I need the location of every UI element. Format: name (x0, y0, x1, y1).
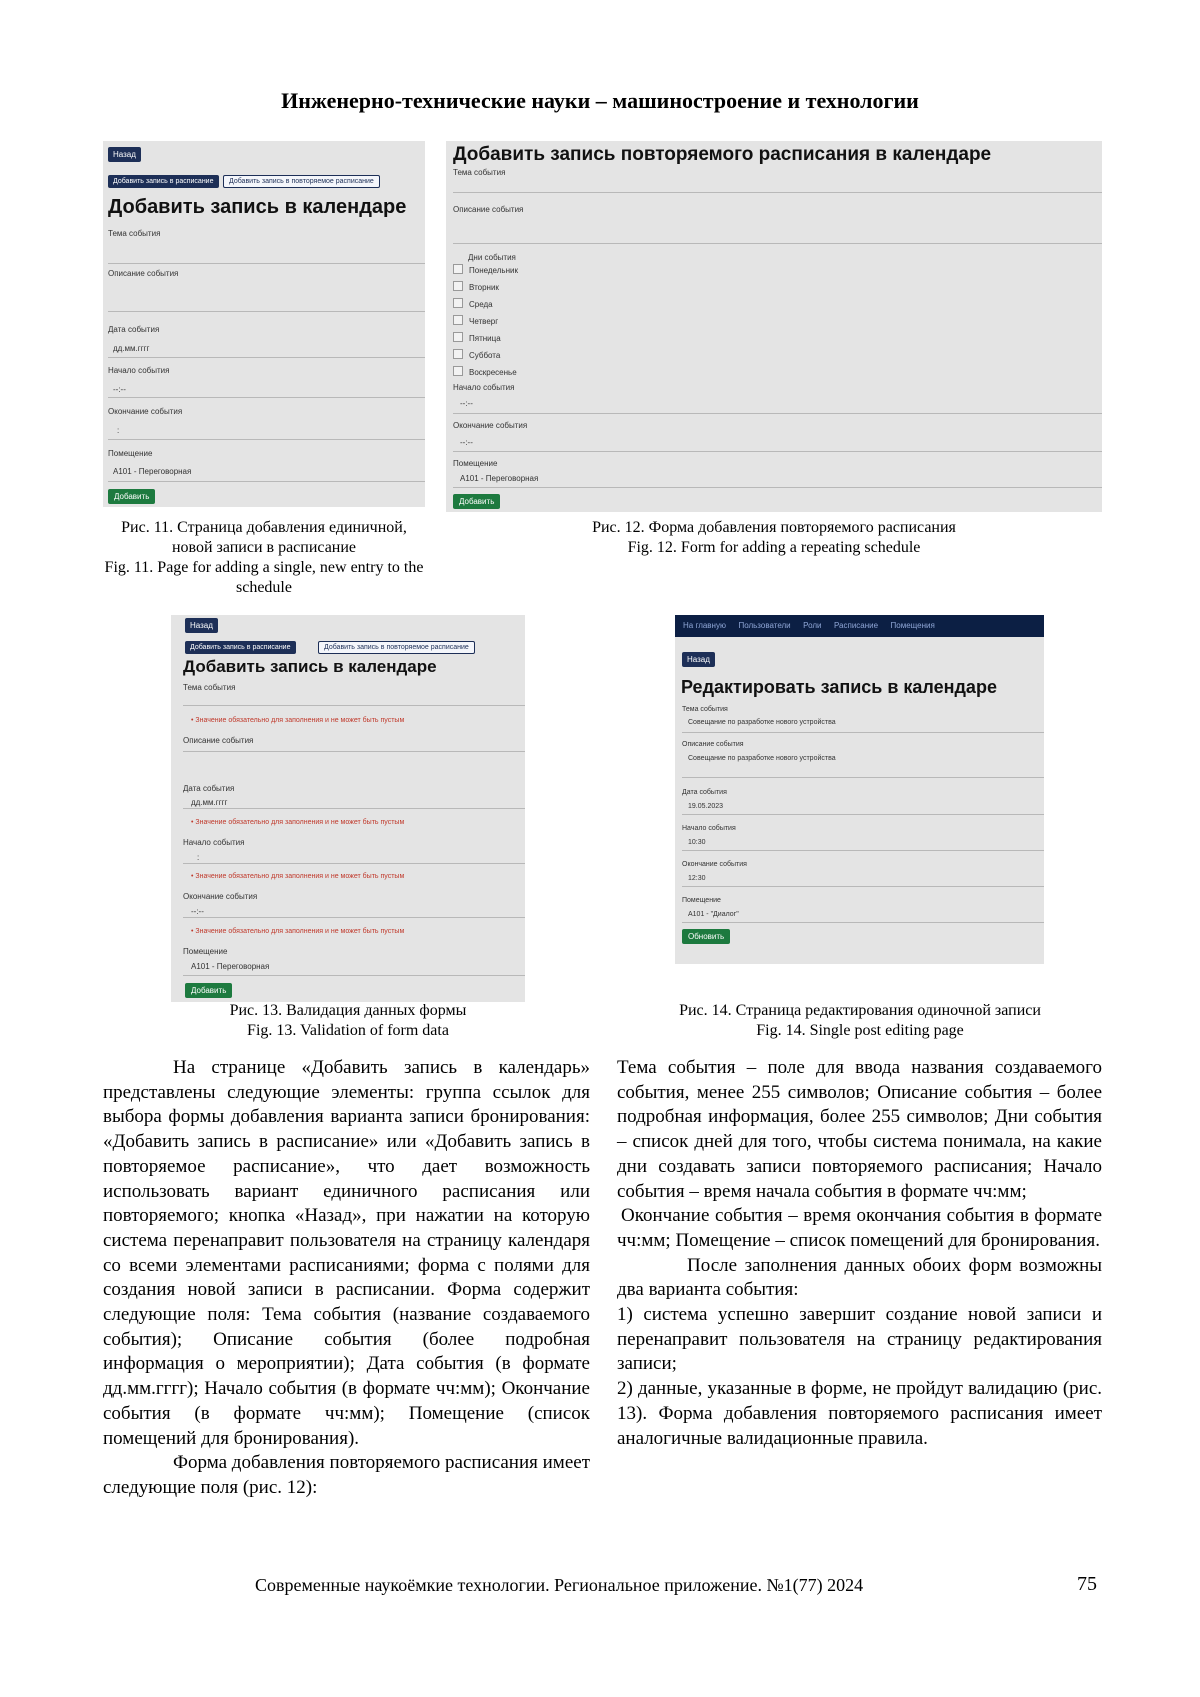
start-input[interactable]: : (197, 853, 200, 862)
start-underline (453, 413, 1102, 414)
right-paragraph-3: После заполнения данных обоих форм возможны два варианта события: (617, 1254, 1102, 1301)
end-label: Окончание события (682, 861, 747, 868)
end-label: Окончание события (453, 421, 528, 430)
form-title: Добавить запись повторяемого расписания в календаре (453, 144, 992, 165)
caption-ru: Рис. 11. Страница добавления единичной, новой записи в расписание (121, 519, 407, 556)
figure-14-caption (610, 1001, 1110, 1041)
end-input[interactable]: 12:30 (688, 875, 706, 882)
description-label: Описание события (108, 269, 179, 278)
caption-en: Fig. 12. Form for adding a repeating schedule (627, 539, 921, 556)
topic-input[interactable] (108, 263, 425, 264)
day-friday-checkbox[interactable]: Пятница (453, 332, 501, 343)
topic-input[interactable] (453, 192, 1102, 193)
description-label: Описание события (682, 741, 744, 748)
date-label: Дата события (183, 784, 235, 793)
date-error: • Значение обязательно для заполнения и не может быть пустым (191, 819, 405, 826)
room-underline (183, 975, 525, 976)
start-label: Начало события (453, 383, 515, 392)
room-select[interactable]: А101 - Переговорная (113, 467, 192, 476)
caption-ru: Рис. 14. Страница редактирования одиночной записи (679, 1002, 1041, 1019)
start-label: Начало события (682, 825, 736, 832)
room-select[interactable]: А101 - "Диалог" (688, 911, 739, 918)
add-button[interactable]: Добавить (453, 494, 500, 509)
form-title: Добавить запись в календаре (108, 196, 407, 218)
end-input[interactable]: : (117, 426, 120, 435)
description-label: Описание события (453, 205, 524, 214)
room-select[interactable]: А101 - Переговорная (460, 474, 539, 483)
description-input[interactable] (453, 243, 1102, 244)
left-column (103, 1056, 590, 1501)
end-underline (453, 451, 1102, 452)
topic-input[interactable]: Совещание по разработке нового устройства (688, 719, 836, 726)
figure-13-screenshot (171, 615, 525, 1002)
tab-single-schedule[interactable]: Добавить запись в расписание (108, 175, 219, 188)
figure-11-caption (103, 518, 425, 598)
description-input[interactable]: Совещание по разработке нового устройства (688, 755, 836, 762)
right-paragraph-1: Тема события – поле для ввода названия создаваемого события, менее 255 символов; Описание события – более подробная информация, более 255 символов; Дни события – список дней для того, чтобы система понимала, на какие дни создавать записи повторяемого расписания; Начало события – время начала события в формате чч:мм; (617, 1057, 1102, 1202)
start-input[interactable]: 10:30 (688, 839, 706, 846)
topic-label: Тема события (108, 229, 161, 238)
date-input[interactable]: 19.05.2023 (688, 803, 724, 810)
topic-label: Тема события (183, 683, 236, 692)
topic-label: Тема события (453, 168, 506, 177)
start-label: Начало события (108, 366, 170, 375)
tab-repeat-schedule[interactable]: Добавить запись в повторяемое расписание (318, 641, 475, 654)
end-underline (682, 886, 1044, 887)
days-label: Дни события (468, 253, 516, 262)
topic-error: • Значение обязательно для заполнения и не может быть пустым (191, 717, 405, 724)
end-input[interactable]: --:-- (460, 438, 473, 447)
caption-en: Fig. 13. Validation of form data (247, 1022, 449, 1039)
description-input[interactable] (183, 751, 525, 752)
form-title: Добавить запись в календаре (183, 657, 437, 676)
start-input[interactable]: --:-- (113, 385, 126, 394)
end-underline (183, 917, 525, 918)
end-underline (108, 439, 425, 440)
day-wednesday-checkbox[interactable]: Среда (453, 298, 493, 309)
description-label: Описание события (183, 736, 254, 745)
caption-en: Fig. 11. Page for adding a single, new entry to the schedule (104, 559, 424, 596)
add-button[interactable]: Добавить (185, 983, 232, 998)
right-paragraph-5: 2) данные, указанные в форме, не пройдут валидацию (рис. 13). Форма добавления повторяемого расписания имеет аналогичные валидационные правила. (617, 1378, 1102, 1449)
room-label: Помещение (682, 897, 721, 904)
description-input[interactable] (108, 311, 425, 312)
figure-12-screenshot (446, 141, 1102, 512)
room-label: Помещение (108, 449, 153, 458)
left-paragraph-2: Форма добавления повторяемого расписания имеет следующие поля (рис. 12): (103, 1452, 590, 1498)
back-button[interactable]: Назад (108, 147, 141, 162)
topic-input[interactable] (183, 705, 525, 706)
add-button[interactable]: Добавить (108, 489, 155, 504)
end-label: Окончание события (183, 892, 258, 901)
figure-11-screenshot (103, 141, 425, 507)
tab-single-schedule[interactable]: Добавить запись в расписание (185, 641, 296, 654)
start-label: Начало события (183, 838, 245, 847)
date-underline (183, 808, 525, 809)
day-tuesday-checkbox[interactable]: Вторник (453, 281, 499, 292)
nav-users[interactable]: Пользователи (738, 621, 791, 630)
description-underline (682, 777, 1044, 778)
journal-footer: Современные наукоёмкие технологии. Региональное приложение. №1(77) 2024 (255, 1575, 864, 1595)
room-underline (108, 481, 425, 482)
date-input[interactable]: дд.мм.гггг (191, 798, 228, 807)
nav-schedule[interactable]: Расписание (833, 621, 879, 630)
caption-ru: Рис. 13. Валидация данных формы (229, 1002, 467, 1019)
room-label: Помещение (453, 459, 498, 468)
start-underline (682, 850, 1044, 851)
figure-12-caption (446, 518, 1102, 558)
nav-home[interactable]: На главную (683, 621, 726, 630)
left-paragraph-1: На странице «Добавить запись в календарь» представлены следующие элементы: группа ссылок для выбора формы добавления варианта записи бронирования: «Добавить запись в расписание» или «Добавить запись в повторяемое расписание», что дает возможность использовать вариант единичного расписания или повторяемого; кнопка «Назад», при нажатии на которую система перенаправит пользователя на страницу календаря со всеми элементами расписаниями; форма с полями для создания новой записи в расписании. Форма содержит следующие поля: Тема события (название создаваемого события); Описание события (более подробная информация о мероприятии); Дата события (в формате дд.мм.гггг); Начало события (в формате чч:мм); Окончание события (в формате чч:мм); Помещение (список помещений для бронирования). (103, 1057, 590, 1449)
date-underline (682, 814, 1044, 815)
page-number: 75 (1077, 1573, 1097, 1595)
figure-14-screenshot (675, 615, 1044, 964)
date-label: Дата события (108, 325, 160, 334)
nav-rooms[interactable]: Помещения (890, 621, 935, 630)
navbar (675, 615, 1044, 637)
form-title: Редактировать запись в календаре (681, 677, 997, 697)
start-error: • Значение обязательно для заполнения и не может быть пустым (191, 873, 405, 880)
back-button[interactable]: Назад (682, 652, 715, 667)
day-monday-checkbox[interactable]: Понедельник (453, 264, 518, 275)
tab-repeat-schedule[interactable]: Добавить запись в повторяемое расписание (223, 175, 380, 188)
date-input[interactable]: дд.мм.гггг (113, 344, 150, 353)
day-thursday-checkbox[interactable]: Четверг (453, 315, 498, 326)
room-label: Помещение (183, 947, 228, 956)
right-paragraph-2: Окончание события – время окончания события в формате чч:мм; Помещение – список помещений для бронирования. (617, 1205, 1102, 1251)
room-underline (453, 487, 1102, 488)
date-underline (108, 357, 425, 358)
topic-label: Тема события (682, 706, 728, 713)
day-sunday-checkbox[interactable]: Воскресенье (453, 366, 517, 377)
end-label: Окончание события (108, 407, 183, 416)
end-input[interactable]: --:-- (191, 907, 204, 916)
end-error: • Значение обязательно для заполнения и не может быть пустым (191, 928, 405, 935)
room-underline (682, 922, 1044, 923)
update-button[interactable]: Обновить (682, 929, 730, 944)
day-saturday-checkbox[interactable]: Суббота (453, 349, 500, 360)
topic-underline (682, 732, 1044, 733)
right-column (617, 1056, 1102, 1451)
caption-ru: Рис. 12. Форма добавления повторяемого расписания (592, 519, 956, 536)
nav-roles[interactable]: Роли (803, 621, 822, 630)
start-input[interactable]: --:-- (460, 399, 473, 408)
room-select[interactable]: А101 - Переговорная (191, 962, 270, 971)
running-header: Инженерно-технические науки – машиностроение и технологии (281, 88, 919, 113)
date-label: Дата события (682, 789, 727, 796)
caption-en: Fig. 14. Single post editing page (756, 1022, 964, 1039)
back-button[interactable]: Назад (185, 618, 218, 633)
figure-13-caption (150, 1001, 546, 1041)
start-underline (108, 397, 425, 398)
start-underline (183, 863, 525, 864)
right-paragraph-4: 1) система успешно завершит создание новой записи и перенаправит пользователя на страницу редактирования записи; (617, 1304, 1102, 1375)
